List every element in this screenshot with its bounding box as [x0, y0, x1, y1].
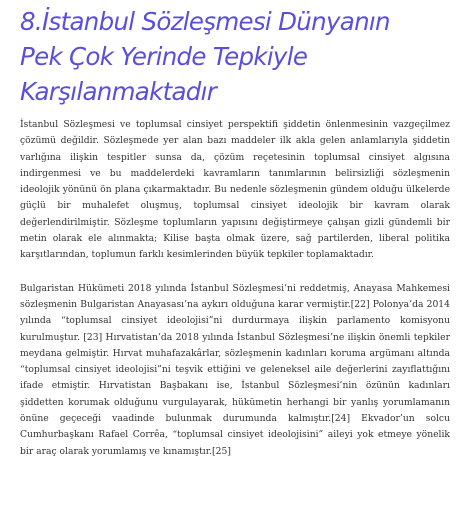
body-paragraph-2: Bulgaristan Hükümeti 2018 yılında İstanbul Sözleşmesi’ni reddetmiş, Anayasa Mahkemesi sözleşmenin Bulgaristan Anayasası’na aykırı olduğuna karar vermiştir.[22] Polonya’da 2014 yılında “toplumsal cinsiyet ideolojisi”ni durdurmaya ilişkin parlamento komisyonu kurulmuştur. [23] Hırvatistan’da 2018 yılında İstanbul Sözleşmesi’ne ilişkin önemli tepkiler meydana gelmiştir. Hırvat muhafazakârlar, sözleşmenin kadınları koruma argümanı altında “toplumsal cinsiyet ideolojisi”ni teşvik ettiğini ve geleneksel aile değerlerini zayıflattığını ifade etmiştir. Hırvatistan Başbakanı ise, İstanbul Sözleşmesi’nin özünün kadınları şiddetten korumak olduğunu vurgulayarak, hükümetin herhangi bir yanlış yorumlamanın önüne geçeceği vaadinde bulunmak durumunda kalmıştır.[24] Ekvador’un solcu Cumhurbaşkanı Rafael Corrêa, “toplumsal cinsiyet ideolojisini” aileyi yok etmeye yönelik bir araç olarak yorumlamış ve kınamıştır.[25] — [20, 282, 450, 457]
heading-line-2: Pek Çok Yerinde Tepkiyle — [20, 42, 308, 71]
heading-line-1: 8.İstanbul Sözleşmesi Dünyanın — [20, 7, 390, 36]
section-heading — [20, 4, 460, 109]
heading-line-3: Karşılanmaktadır — [20, 77, 217, 106]
body-paragraph-1: İstanbul Sözleşmesi ve toplumsal cinsiyet perspektifi şiddetin önlenmesinin vazgeçilmez çözümü değildir. Sözleşmede yer alan bazı maddeler ilk akla gelen anlamlarıyla şiddetin varlığına ilişkin tespitler sunsa da, çözüm reçetesinin toplumsal cinsiyet algısına indirgenmesi ve bu maddelerdeki kavramların tanımlarının belirsizliği sözleşmenin ideolojik yönünü ön plana çıkarmaktadır. Bu nedenle sözleşmenin gündem olduğu ülkelerde güçlü bir muhalefet oluşmuş, toplumsal cinsiyet ideolojik bir kavram olarak değerlendirilmiştir. Sözleşme toplumların yapısını değiştirmeye çalışan gizli gündemli bir metin olarak ele alınmakta; Kilise başta olmak üzere, sağ partilerden, liberal politika karşıtlarından, toplumun farklı kesimlerinden büyük tepkiler toplamaktadır. — [20, 119, 450, 261]
